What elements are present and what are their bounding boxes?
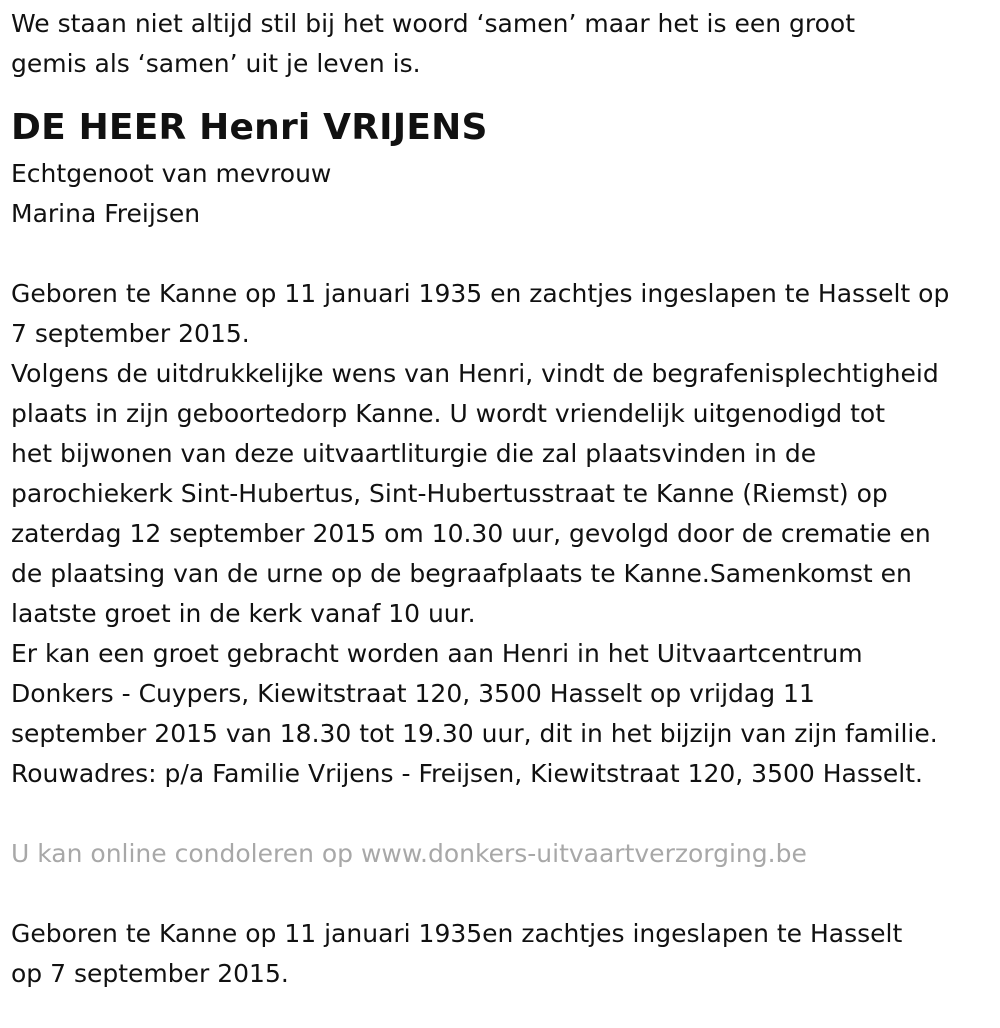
body-line: de plaatsing van de urne op de begraafplaats te Kanne.Samenkomst en [11,559,912,588]
footer-summary [11,914,995,994]
obituary-document [11,0,995,994]
intro-line: We staan niet altijd stil bij het woord ‘samen’ maar het is een groot [11,9,855,38]
spouse-line: Marina Freijsen [11,199,201,228]
body-line: 7 september 2015. [11,319,250,348]
footer-line: op 7 september 2015. [11,959,289,988]
body-line: Geboren te Kanne op 11 januari 1935 en zachtjes ingeslapen te Hasselt op [11,279,950,308]
spacer [11,794,995,834]
body-line: Rouwadres: p/a Familie Vrijens - Freijsen, Kiewitstraat 120, 3500 Hasselt. [11,759,923,788]
intro-line: gemis als ‘samen’ uit je leven is. [11,49,421,78]
body-line: parochiekerk Sint-Hubertus, Sint-Hubertusstraat te Kanne (Riemst) op [11,479,888,508]
body-line: zaterdag 12 september 2015 om 10.30 uur, gevolgd door de crematie en [11,519,931,548]
spouse-line: Echtgenoot van mevrouw [11,159,332,188]
spacer [11,234,995,274]
deceased-name: DE HEER Henri VRIJENS [11,107,488,148]
footer-line: Geboren te Kanne op 11 januari 1935en zachtjes ingeslapen te Hasselt [11,919,903,948]
spouse-info [11,154,995,234]
intro-quote [11,4,995,84]
body-line: plaats in zijn geboortedorp Kanne. U wordt vriendelijk uitgenodigd tot [11,399,886,428]
body-line: Donkers - Cuypers, Kiewitstraat 120, 3500 Hasselt op vrijdag 11 [11,679,815,708]
body-line: het bijwonen van deze uitvaartliturgie die zal plaatsvinden in de [11,439,817,468]
body-line: Er kan een groet gebracht worden aan Henri in het Uitvaartcentrum [11,639,863,668]
online-condolence-line: U kan online condoleren op www.donkers-uitvaartverzorging.be [11,839,807,868]
body-line: laatste groet in de kerk vanaf 10 uur. [11,599,476,628]
body-line: Volgens de uitdrukkelijke wens van Henri, vindt de begrafenisplechtigheid [11,359,939,388]
obituary-body [11,274,995,794]
spacer [11,874,995,914]
body-line: september 2015 van 18.30 tot 19.30 uur, dit in het bijzijn van zijn familie. [11,719,938,748]
